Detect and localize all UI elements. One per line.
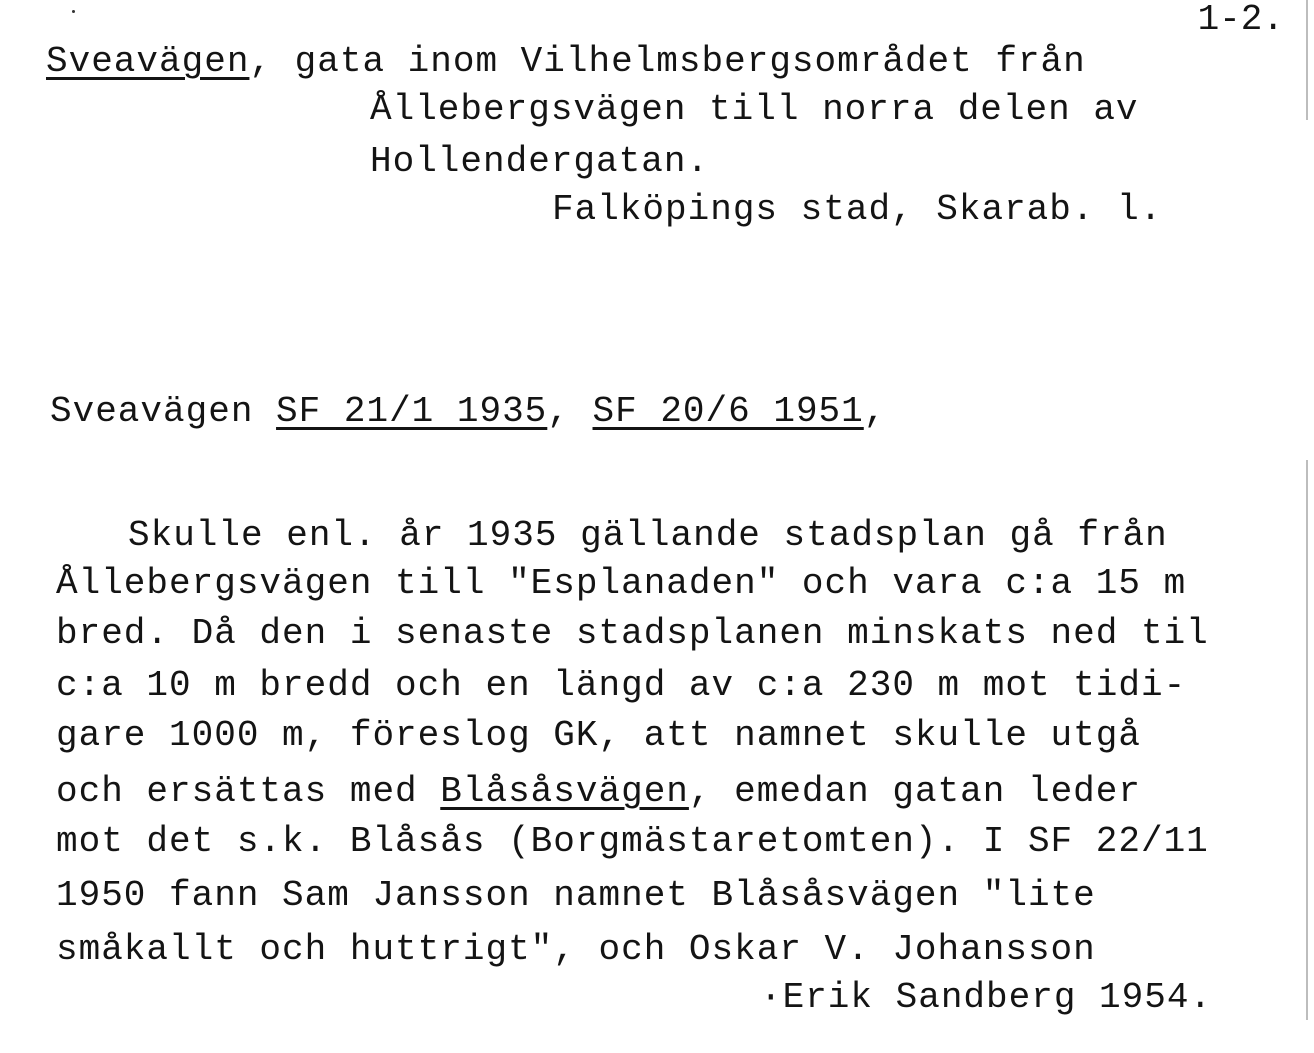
references-end: , (863, 391, 887, 432)
proposed-name: Blåsåsvägen (440, 771, 689, 812)
body-line-9: småkallt och huttrigt", och Oskar V. Johansson (56, 929, 1096, 970)
references-street-name: Sveavägen (50, 391, 277, 432)
header-line-1 (46, 42, 1086, 82)
scan-speck (72, 10, 75, 13)
header-line-3: Hollendergatan. (370, 141, 710, 182)
body-line-1: Skulle enl. år 1935 gällande stadsplan gå från (128, 515, 1168, 556)
references-separator: , (547, 391, 593, 432)
body-line-6 (56, 772, 1141, 812)
street-name-heading: Sveavägen (46, 41, 250, 82)
page-number: 1-2. (1197, 0, 1284, 40)
scan-edge-bottom (1306, 460, 1308, 1020)
body-line-3: bred. Då den i senaste stadsplanen minskats ned til (56, 613, 1209, 654)
body-line-4: c:a 10 m bredd och en längd av c:a 230 m mot tidi- (56, 665, 1187, 706)
scan-edge-top (1306, 0, 1308, 120)
body-line-2: Ållebergsvägen till "Esplanaden" och vara c:a 15 m (56, 563, 1187, 604)
header-location: Falköpings stad, Skarab. l. (552, 189, 1163, 230)
references-line (50, 392, 886, 432)
body-line-7: mot det s.k. Blåsås (Borgmästaretomten). I SF 22/11 (56, 821, 1209, 862)
body-line-8: 1950 fann Sam Jansson namnet Blåsåsvägen "lite (56, 875, 1096, 916)
signature: ·Erik Sandberg 1954. (760, 977, 1213, 1018)
body-line-6-end: , emedan gatan leder (688, 771, 1141, 812)
header-line-2: Ållebergsvägen till norra delen av (370, 89, 1139, 130)
body-line-6-start: och ersättas med (56, 771, 441, 812)
body-line-5: gare 1000 m, föreslog GK, att namnet skulle utgå (56, 715, 1141, 756)
reference-1935: SF 21/1 1935 (276, 391, 548, 432)
reference-1951: SF 20/6 1951 (592, 391, 864, 432)
header-description: , gata inom Vilhelmsbergsområdet från (249, 41, 1086, 82)
